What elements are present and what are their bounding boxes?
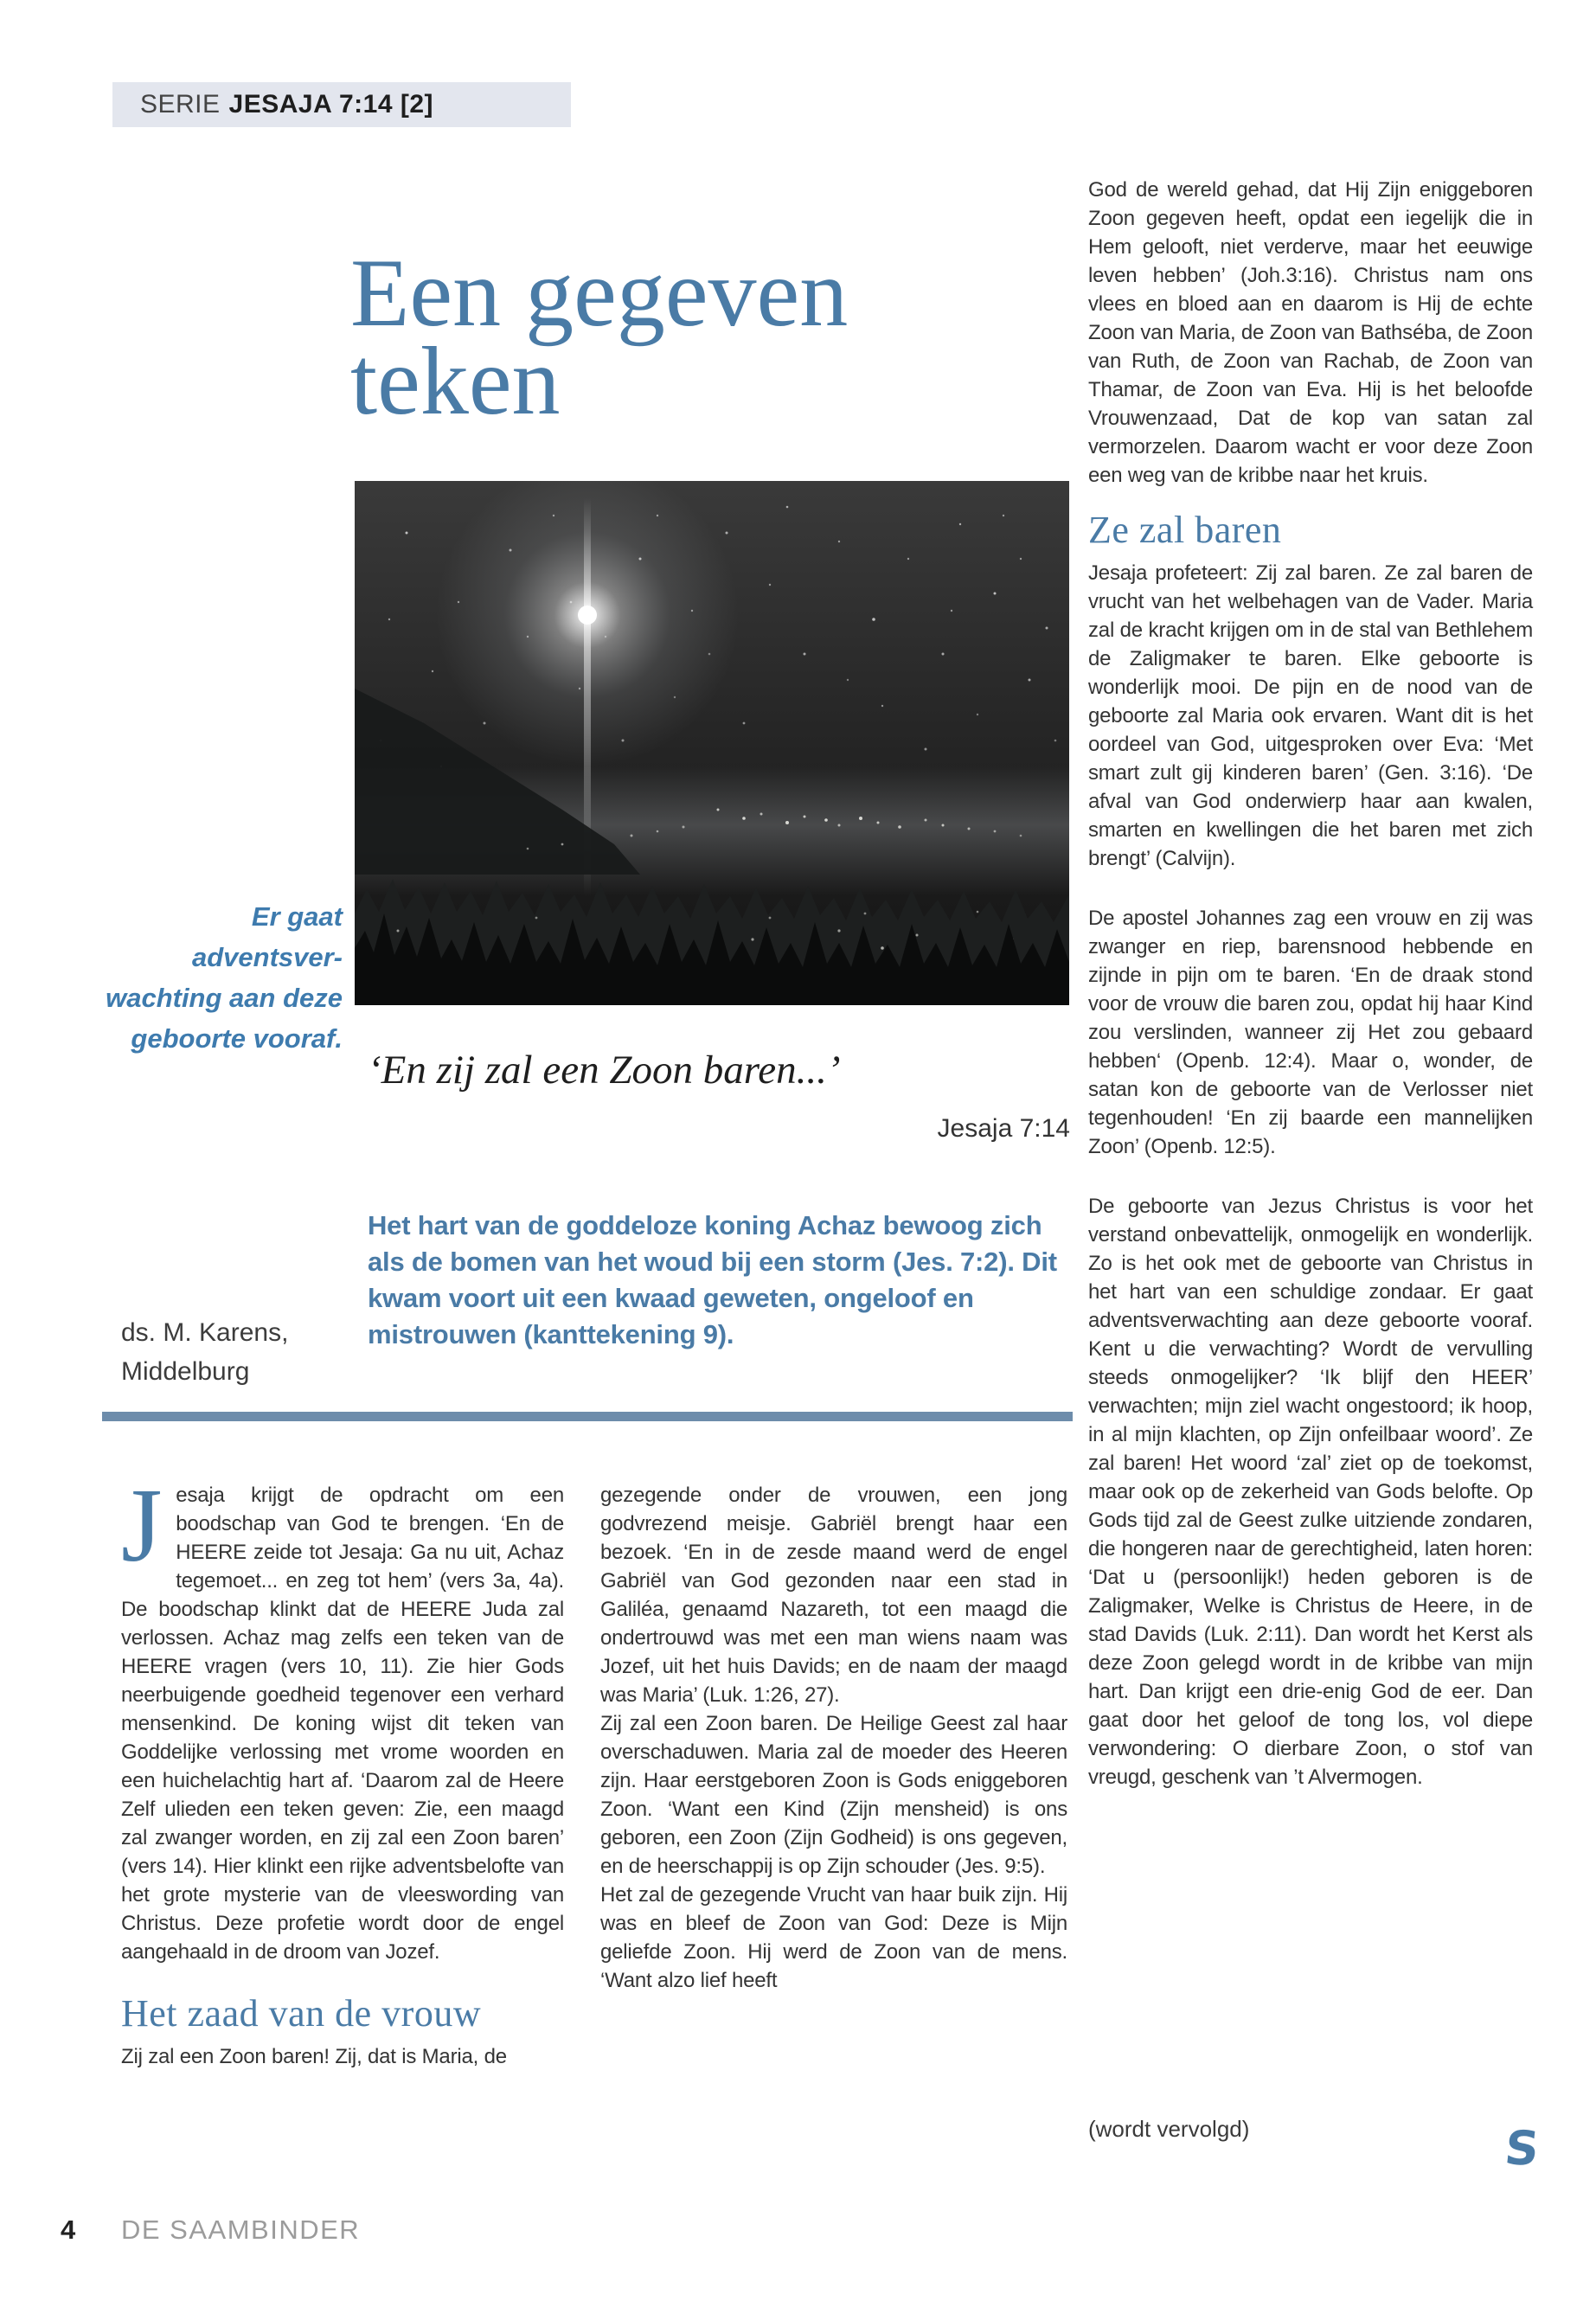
to-be-continued-note: (wordt vervolgd) (1088, 2116, 1250, 2142)
paragraph: Het zal de gezegende Vrucht van haar buik zijn. Hij was en bleef de Zoon van God: Deze is Mijn geliefde Zoon. Hij werd de Zoon van de mens. ‘Want alzo lief heeft (600, 1883, 1067, 1992)
article-title-line1: Een gegeven (350, 240, 849, 347)
quote-attribution: Jesaja 7:14 (937, 1114, 1070, 1143)
magazine-name: DE SAAMBINDER (121, 2214, 361, 2245)
subheading-ze-zal-baren: Ze zal baren (1088, 509, 1282, 551)
star-core (578, 606, 597, 625)
article-title (350, 240, 1077, 435)
paragraph: Zij zal een Zoon baren. De Heilige Geest zal haar overschaduwen. Maria zal de moeder des Heeren zijn. Haar eerstgeboren Zoon is Gods eniggeboren Zoon. ‘Want een Kind (Zijn mensheid) is ons geboren, een Zoon (Zijn Godheid) is ons gegeven, en de heerschappij is op Zijn schouder (Jes. 9:5). (600, 1712, 1067, 1878)
photo-caption (95, 896, 343, 1059)
intro-paragraph: Het hart van de goddeloze koning Achaz bewoog zich als de bomen van het woud bij een storm (Jes. 7:2). Dit kwam voort uit een kwaad geweten, ongeloof en mistrouwen (kanttekening 9). (368, 1210, 1057, 1349)
article-photo (355, 481, 1069, 1005)
paragraph: Jesaja profeteert: Zij zal baren. Ze zal baren de vrucht van het welbehagen van de Vader. Maria zal de kracht krijgen om in de stal van Bethlehem de Zaligmaker te baren. Elke geboorte is wonderlijk mooi. De pijn en de nood van de geboorte zal Maria ook ervaren. Want dit is het oordeel van God, uitgesproken over Eva: ‘Met smart zult gij kinderen baren’ (Gen. 3:16). ‘De afval van God onderwierp haar aan kwalen, smarten en kwellingen die het baren met zich brengt’ (Calvijn). (1088, 561, 1533, 870)
article-title-line2: teken (350, 328, 561, 435)
subheading-het-zaad-van-de-vrouw: Het zaad van de vrouw (121, 1992, 482, 2035)
paragraph-text: esaja krijgt de opdracht om een boodschap van God te brengen. ‘En de HEERE zeide tot Jesaja: Ga nu uit, Achaz tegemoet... en zeg tot hem’ (vers 3a, 4a). De boodschap klinkt dat de HEERE Juda zal verlossen. Achaz mag zelfs een teken van de HEERE vragen (vers 10, 11). Zie hier Gods neerbuigende goedheid tegenover een verhard mensenkind. De koning wijst dit teken van Goddelijke verlossing met vrome woorden en een huichelachtig hart af. ‘Daarom zal de Heere Zelf ulieden een teken geven: Zie, een maagd zal zwanger worden, en zij zal een Zoon baren’ (vers 14). Hier klinkt een rijke adventsbelofte van het grote mysterie van de vleeswording van Christus. Deze profetie wordt door de engel aangehaald in de droom van Jozef. (121, 1484, 564, 1964)
saambinder-logo-icon: S (1502, 2121, 1542, 2176)
author-name: ds. M. Karens, (121, 1318, 289, 1347)
photo-caption-line3: geboorte vooraf. (131, 1023, 343, 1054)
series-label: SERIE (140, 90, 221, 119)
paragraph: gezegende onder de vrouwen, een jong godvrezend meisje. Gabriël brengt haar een bezoek. ‘En in de zesde maand werd de engel Gabriël van God gezonden naar een stad in Galiléa, genaamd Nazareth, tot een maagd die ondertrouwd was met een man wiens naam was Jozef, uit het huis Davids; en de naam der maagd was Maria’ (Luk. 1:26, 27). (600, 1484, 1067, 1707)
photo-caption-line1: Er gaat adventsver- (191, 901, 343, 972)
paragraph (121, 1467, 564, 1966)
body-column-1 (121, 1467, 564, 2071)
author-city: Middelburg (121, 1357, 250, 1386)
author-block (121, 1313, 288, 1391)
series-title: JESAJA 7:14 [2] (228, 90, 434, 119)
page-number: 4 (61, 2214, 76, 2245)
drop-cap: J (121, 1467, 163, 1584)
pull-quote: ‘En zij zal een Zoon baren...’ (368, 1048, 841, 1093)
section-divider (102, 1412, 1073, 1421)
series-badge (112, 82, 571, 127)
paragraph: Zij zal een Zoon baren! Zij, dat is Maria, de (121, 2045, 507, 2068)
body-column-2 (600, 1481, 1067, 1995)
paragraph: De geboorte van Jezus Christus is voor het verstand onbevattelijk, onmogelijk en wonderlijk. Zo is het ook met de geboorte van Christus in het hart van een schuldige zondaar. Er gaat adventsverwachting aan deze geboorte vooraf. Kent u die verwachting? Wordt de vervulling steeds onmogelijker? ‘Ik blijf den HEER’ verwachten; mijn ziel wacht ongestoord; ik hoop, in al mijn klachten, op Zijn onfeilbaar woord’. Ze zal baren! Het woord ‘zal’ ziet op de toekomst, maar ook op de zekerheid van Gods belofte. Op Gods tijd zal de Geest zulke uitziende zondaren, die hongeren naar de gerechtigheid, laten horen: ‘Dat u (persoonlijk!) heden geboren is de Zaligmaker, Welke is Christus de Heere, in de stad Davids (Luk. 2:11). Dan wordt het Kerst als deze Zoon gelegd wordt in de kribbe van mijn hart. Dan krijgt een drie-enig God de eer. Dan gaat door het geloof de tong los, vol diepe verwondering: O dierbare Zoon, o stof van vreugd, geschenk van ’t Alvermogen. (1088, 1195, 1533, 1789)
body-column-3 (1088, 176, 1533, 1791)
paragraph: De apostel Johannes zag een vrouw en zij was zwanger en riep, barensnood hebbende en zijnde in pijn om te baren. ‘En de draak stond voor de vrouw die baren zou, opdat hij haar Kind zou verslinden, wanneer zij Het zou gebaard hebben‘ (Openb. 12:4). Maar o, wonder, de satan kon de geboorte van de Verlosser niet tegenhouden! ‘En zij baarde een mannelijken Zoon’ (Openb. 12:5). (1088, 907, 1533, 1158)
photo-caption-line2: wachting aan deze (106, 983, 343, 1013)
paragraph: God de wereld gehad, dat Hij Zijn eniggeboren Zoon gegeven heeft, opdat een iegelijk die in Hem gelooft, niet verderve, maar het eeuwige leven hebben’ (Joh.3:16). Christus nam ons vlees en bloed aan en daarom is Hij de echte Zoon van Maria, de Zoon van Bathséba, de Zoon van Ruth, de Zoon van Rachab, de Zoon van Thamar, de Zoon van Eva. Hij is het beloofde Vrouwenzaad, Dat de kop van satan zal vermorzelen. Daarom wacht er voor deze Zoon een weg van de kribbe naar het kruis. (1088, 178, 1533, 487)
